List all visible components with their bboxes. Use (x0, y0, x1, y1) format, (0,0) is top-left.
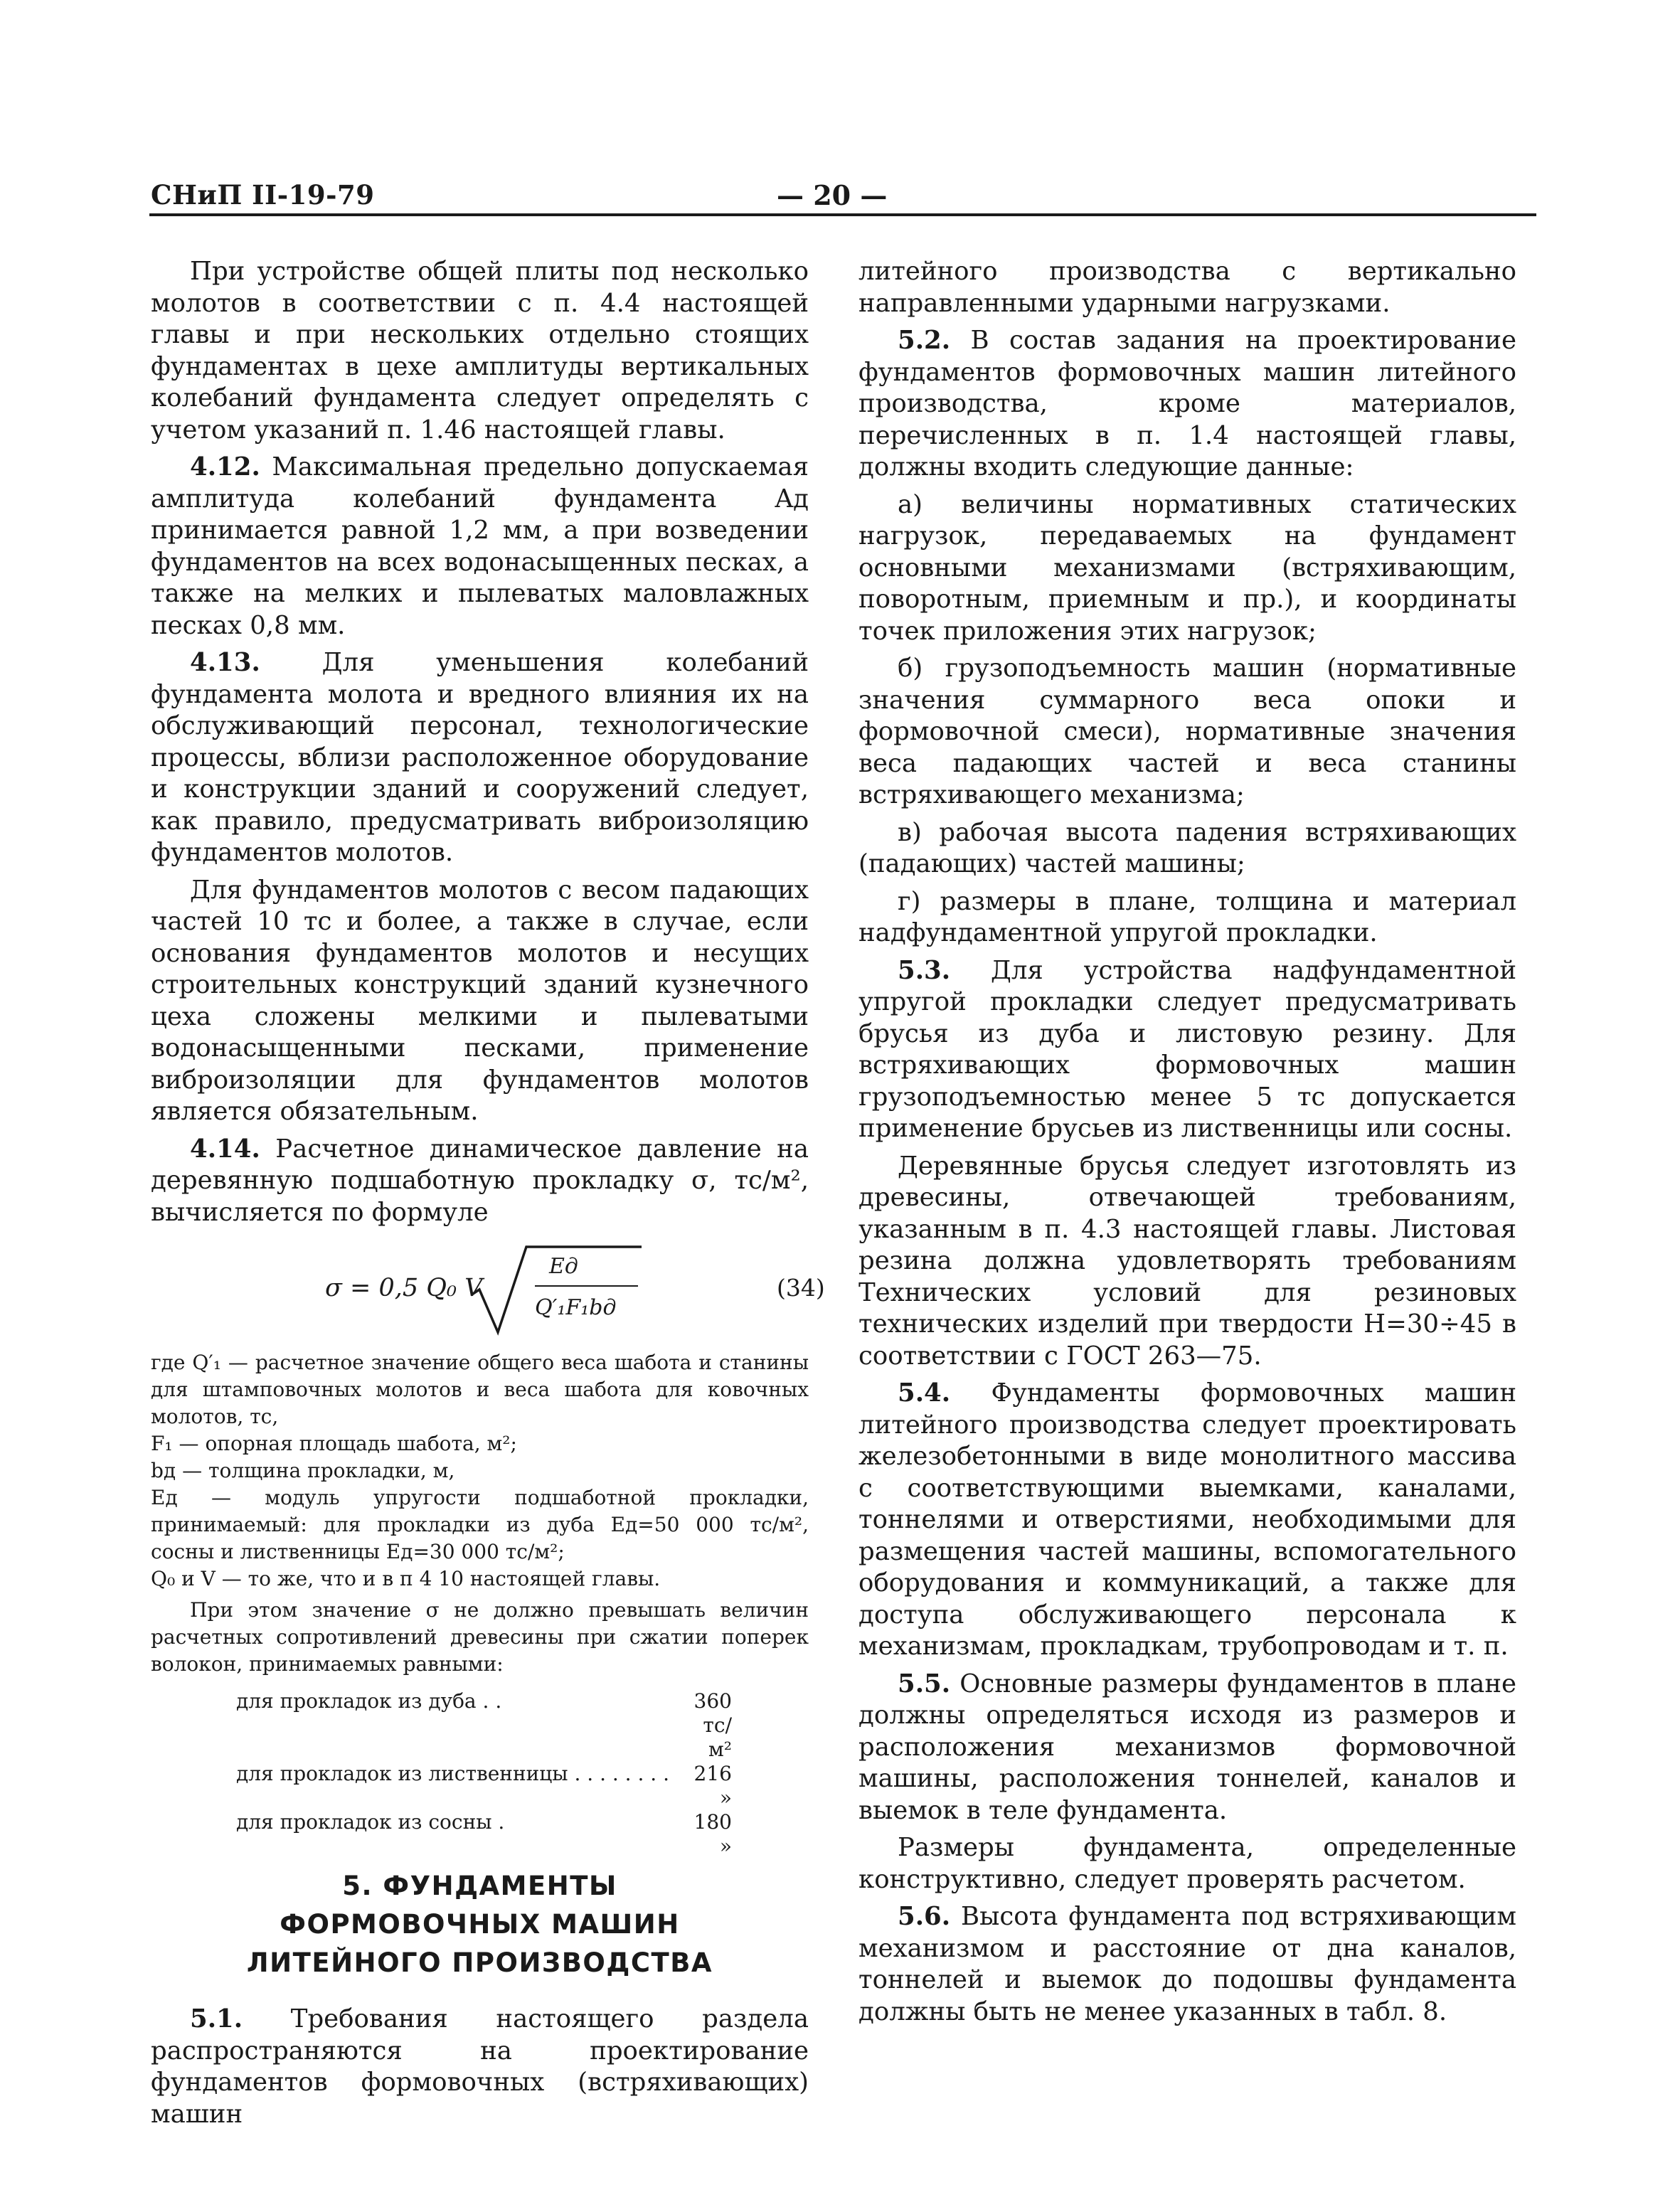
clause-text: Расчетное динамическое давление на деревянную подшаботную прокладку σ, тс/м², вычисляется по формуле (151, 1134, 809, 1227)
clause-number: 5.2. (898, 326, 951, 355)
value-label: для прокладок из сосны . (236, 1810, 505, 1834)
paragraph: При устройстве общей плиты под несколько молотов в соответствии с п. 4.4 настоящей главы и при нескольких отдельно стоящих фундаментах в цехе амплитуды вертикальных колебаний фундамента следует определять с учетом указаний п. 1.46 настоящей главы. (151, 257, 809, 445)
page-header (151, 179, 1534, 215)
clause-text: Высота фундамента под встряхивающим механизмом и расстояние от дна каналов, тоннелей и выемок до подошвы фундамента должны быть не менее указанных в табл. 8. (858, 1902, 1516, 2026)
formula-34 (151, 1238, 825, 1345)
value-label: для прокладок из лиственницы . . . . . . . . (236, 1762, 669, 1785)
clause-5-5 (858, 1669, 1516, 1827)
formula-numerator: Eд (549, 1254, 578, 1279)
clause-number: 5.1. (190, 2004, 243, 2034)
paragraph: Для фундаментов молотов с весом падающих частей 10 тс и более, а также в случае, если основания фундаментов молотов и несущих строительных конструкций зданий кузнечного цеха сложены мелкими и пылеватыми водонасыщенными песками, применение виброизоляции для фундаментов молотов является обязательным. (151, 875, 809, 1126)
formula-lhs: σ = 0,5 Q₀ V (325, 1274, 483, 1302)
legend-line: bд — толщина прокладки, м, (151, 1459, 455, 1482)
clause-5-2 (858, 325, 1516, 484)
legend-line: F₁ — опорная площадь шабота, м²; (151, 1432, 517, 1455)
legend-line: где Q′₁ — расчетное значение общего веса шабота и станины для штамповочных молотов и веса шабота для ковочных молотов, тс, (151, 1351, 809, 1428)
value-label: для прокладок из дуба . . (236, 1689, 502, 1713)
radical-sign (471, 1238, 784, 1338)
paragraph: Размеры фундамента, определенные конструктивно, следует проверять расчетом. (858, 1833, 1516, 1894)
clause-5-3 (858, 955, 1516, 1145)
list-item: г) размеры в плане, толщина и материал надфундаментной упругой прокладки. (858, 886, 1516, 947)
list-item: б) грузоподъемность машин (нормативные значения суммарного веса опоки и формовочной смеси), нормативные значения веса падающих частей и веса станины встряхивающего механизма; (858, 654, 1516, 809)
clause-5-4 (858, 1378, 1516, 1663)
value-amount: 216 » (693, 1762, 732, 1809)
section-heading (151, 1867, 809, 1982)
left-column (151, 256, 825, 2130)
clause-number: 4.14. (190, 1134, 260, 1164)
table-row (236, 1689, 738, 1762)
table-row (236, 1810, 738, 1859)
clause-number: 4.12. (190, 452, 260, 482)
value-amount: 180 » (693, 1810, 732, 1858)
clause-number: 5.6. (898, 1902, 951, 1931)
clause-text: В состав задания на проектирование фундаментов формовочных машин литейного производства, кроме материалов, перечисленных в п. 1.4 настоящей главы, должны входить следующие данные: (858, 326, 1516, 482)
clause-5-1 (151, 2004, 809, 2130)
right-column (858, 256, 1516, 2028)
resistance-values-table (236, 1689, 738, 1859)
section-title-line: ЛИТЕЙНОГО ПРОИЗВОДСТВА (246, 1947, 713, 1978)
legend-line: Eд — модуль упругости подшаботной прокладки, принимаемый: для прокладки из дуба Eд=50 000 тс/м², сосны и лиственницы Eд=30 000 тс/м²; (151, 1486, 809, 1563)
clause-text: Для устройства надфундаментной упругой прокладки следует предусматривать брусья из дуба и листовую резину. Для встряхивающих формовочных машин грузоподъемностью менее 5 тс допускается применение брусьев из лиственницы или сосны. (858, 955, 1516, 1143)
fraction-bar (535, 1285, 638, 1287)
clause-text: Для уменьшения колебаний фундамента молота и вредного влияния их на обслуживающий персонал, технологические процессы, вблизи расположенное оборудование и конструкции зданий и сооружений следует, как правило, предусматривать виброизоляцию фундаментов молотов. (151, 648, 809, 867)
table-row (236, 1762, 738, 1810)
page-number: — 20 — (777, 179, 888, 211)
clause-number: 5.4. (898, 1378, 951, 1408)
value-amount: 360 тс/м² (693, 1689, 732, 1761)
note-paragraph: При этом значение σ не должно превышать величин расчетных сопротивлений древесины при сжатии поперек волокон, принимаемых равными: (151, 1598, 809, 1676)
clause-number: 5.3. (898, 955, 951, 985)
paragraph: Деревянные брусья следует изготовлять из древесины, отвечающей требованиям, указанным в п. 4.3 настоящей главы. Листовая резина должна удовлетворять требованиям Технических условий для резиновых технических изделий при твердости H=30÷45 в соответствии с ГОСТ 263—75. (858, 1151, 1516, 1371)
legend-line: Q₀ и V — то же, что и в п 4 10 настоящей главы. (151, 1567, 661, 1590)
clause-number: 4.13. (190, 648, 260, 677)
clause-4-12 (151, 452, 809, 642)
section-title-line: ФОРМОВОЧНЫХ МАШИН (280, 1909, 680, 1940)
section-title-line: 5. ФУНДАМЕНТЫ (342, 1871, 617, 1901)
clause-4-14 (151, 1134, 809, 1229)
clause-number: 5.5. (898, 1669, 951, 1698)
paragraph: литейного производства с вертикально направленными ударными нагрузками. (858, 257, 1516, 318)
formula-legend (151, 1349, 809, 1678)
clause-5-6 (858, 1901, 1516, 2028)
document-code: СНиП II-19-79 (151, 179, 375, 211)
list-item: в) рабочая высота падения встряхивающих (падающих) частей машины; (858, 817, 1516, 878)
list-item: а) величины нормативных статических нагрузок, передаваемых на фундамент основными механизмами (встряхивающим, поворотным, приемным и пр.), и координаты точек приложения этих нагрузок; (858, 489, 1516, 646)
equation-number: (34) (777, 1274, 825, 1302)
clause-text: Максимальная предельно допускаемая амплитуда колебаний фундамента Aд принимается равной 1,2 мм, а при возведении фундаментов на всех водонасыщенных песках, а также на мелких и пылеватых маловлажных песках 0,8 мм. (151, 452, 809, 640)
clause-text: Основные размеры фундаментов в плане должны определяться исходя из размеров и расположения механизмов формовочной машины, расположения тоннелей, каналов и выемок в теле фундамента. (858, 1669, 1516, 1825)
formula-denominator: Q′₁F₁bд (535, 1295, 617, 1320)
clause-text: Фундаменты формовочных машин литейного производства следует проектировать железобетонными в виде монолитного массива с соответствующими выемками, каналами, тоннелями и отверстиями, необходимыми для размещения частей машины, вспомогательного оборудования и коммуникаций, а также для доступа обслуживающего персонала к механизмам, прокладкам, трубопроводам и т. п. (858, 1378, 1516, 1661)
header-rule (149, 213, 1536, 216)
clause-text: Требования настоящего раздела распространяются на проектирование фундаментов формовочных (встряхивающих) машин (151, 2004, 809, 2129)
clause-4-13 (151, 647, 809, 869)
